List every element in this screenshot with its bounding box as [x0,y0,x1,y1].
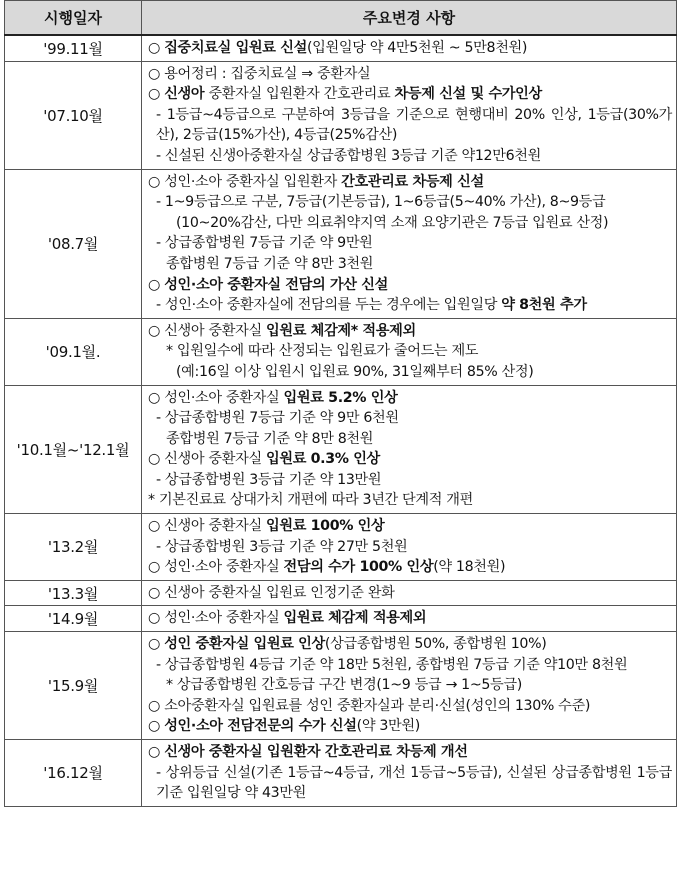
change-text-bold: 약 8천원 추가 [501,297,587,314]
change-text: - 상급종합병원 7등급 기준 약 9만 6천원 [156,410,399,427]
row-date: '15.9월 [5,632,142,740]
row-date: '08.7월 [5,169,142,318]
change-line [148,233,672,254]
row-date: '99.11월 [5,35,142,61]
change-line [148,172,672,193]
change-line [148,537,672,558]
change-line [148,429,672,450]
change-text: - 상급종합병원 7등급 기준 약 9만원 [156,235,373,252]
change-line [148,388,672,409]
change-text: ○ 성인·소아 중환자실 [148,559,284,576]
change-text: (10~20%감산, 다만 의료취약지역 소재 요양기관은 7등급 입원료 산정) [176,214,609,231]
table-row [5,35,677,61]
table-row [5,385,677,514]
table-row [5,606,677,632]
change-text: - 상급종합병원 3등급 기준 약 27만 5천원 [156,538,408,555]
change-line [148,583,672,604]
change-text: * 입원일수에 따라 산정되는 입원료가 줄어드는 제도 [166,343,479,360]
change-text: (상급종합병원 50%, 종합병원 10%) [324,636,547,653]
change-line [148,742,672,763]
change-text: ○ 신생아 중환자실 [148,322,266,339]
change-text: (입원일당 약 4만5천원 ~ 5만8천원) [306,40,528,56]
change-text-bold: 신생아 중환자실 입원환자 간호관리료 차등제 개선 [164,744,468,760]
change-text: - 상위등급 신설(기존 1등급~4등급, 개선 1등급~5등급), 신설된 상급종합병원 1등급 기준 입원일당 약 43만원 [156,764,672,802]
row-changes [142,514,677,581]
header-date: 시행일자 [5,1,142,36]
change-line [148,490,672,511]
table-row [5,318,677,385]
change-text-bold: 성인 중환자실 입원료 인상 [164,636,325,653]
change-line [148,362,672,383]
row-date: '16.12월 [5,740,142,807]
change-text: - 신설된 신생아중환자실 상급종합병원 3등급 기준 약12만6천원 [156,147,541,164]
change-text: (약 3만원) [356,718,420,735]
change-line [148,213,672,234]
change-line [148,408,672,429]
change-text: ○ 성인·소아 중환자실 [148,610,284,627]
row-changes [142,385,677,514]
row-changes [142,169,677,318]
change-text: * 상급종합병원 간호등급 구간 변경(1~9 등급 → 1~5등급) [166,677,522,694]
header-changes: 주요변경 사항 [142,1,677,36]
change-text: - 상급종합병원 3등급 기준 약 13만원 [156,471,382,488]
change-line [148,655,672,676]
change-text-bold: 입원료 체감제 적용제외 [283,610,427,627]
change-text: (예:16일 이상 입원시 입원료 90%, 31일째부터 85% 산정) [176,363,534,380]
change-text: * 기본진료료 상대가치 개편에 따라 3년간 단계적 개편 [148,492,473,509]
change-text: - 1등급~4등급으로 구분하여 3등급을 기준으로 현행대비 20% 인상, 1등급(30%가산), 2등급(15%가산), 4등급(25%감산) [156,106,672,144]
change-line [148,275,672,296]
change-text: ○ [148,40,165,56]
change-text: ○ 성인·소아 중환자실 [148,389,284,406]
change-line [148,696,672,717]
change-text: ○ [148,86,165,103]
change-line [148,608,672,629]
table-body [5,35,677,806]
change-text: ○ [148,276,165,293]
change-text-bold: 신생아 [164,86,205,103]
change-line [148,634,672,655]
change-text-bold: 입원료 100% 인상 [266,518,385,535]
row-changes [142,740,677,807]
row-date: '09.1월. [5,318,142,385]
change-line [148,470,672,491]
change-line [148,64,672,85]
change-text: ○ [148,744,165,760]
change-line [148,146,672,167]
change-text: ○ 신생아 중환자실 [148,518,266,535]
change-line [148,254,672,275]
change-text: ○ 소아중환자실 입원료를 성인 중환자실과 분리·신설(성인의 130% 수준) [148,697,591,714]
change-text-bold: 성인·소아 중환자실 전담의 가산 신설 [164,276,388,293]
change-line [148,716,672,737]
change-text-bold: 차등제 신설 및 수가인상 [394,86,542,103]
row-date: '13.2월 [5,514,142,581]
table-row [5,514,677,581]
row-date: '10.1월~'12.1월 [5,385,142,514]
change-text-bold: 성인·소아 전담전문의 수가 신설 [164,718,357,735]
change-text-bold: 집중치료실 입원료 신설 [164,40,307,56]
change-text: ○ 신생아 중환자실 입원료 인정기준 완화 [148,584,395,601]
row-changes [142,606,677,632]
row-date: '14.9월 [5,606,142,632]
change-line [148,449,672,470]
change-line [148,105,672,146]
row-changes [142,61,677,169]
table-row [5,61,677,169]
change-text: - 성인·소아 중환자실에 전담의를 두는 경우에는 입원일당 [156,297,502,314]
table-row [5,169,677,318]
table-row [5,740,677,807]
change-line [148,763,672,804]
change-text-bold: 전담의 수가 100% 인상 [283,559,434,576]
change-line [148,295,672,316]
table-row [5,580,677,606]
change-text: ○ 용어정리 : 집중치료실 ⇒ 중환자실 [148,65,371,82]
change-line [148,84,672,105]
change-text: 종합병원 7등급 기준 약 8만 3천원 [166,255,374,272]
row-date: '13.3월 [5,580,142,606]
change-text-bold: 간호관리료 차등제 신설 [341,173,484,190]
change-text-bold: 입원료 5.2% 인상 [283,389,398,406]
change-line [148,675,672,696]
header-row [5,1,677,36]
change-history-table [4,0,677,807]
row-changes [142,632,677,740]
row-date: '07.10월 [5,61,142,169]
change-line [148,341,672,362]
change-line [148,192,672,213]
change-line [148,557,672,578]
change-text: ○ 성인·소아 중환자실 입원환자 [148,173,342,190]
change-line [148,321,672,342]
change-text: ○ 신생아 중환자실 [148,451,266,468]
change-text-bold: 입원료 체감제* 적용제외 [266,322,416,339]
row-changes [142,318,677,385]
change-text: 중환자실 입원환자 간호관리료 [204,86,395,103]
row-changes [142,35,677,61]
change-text: - 1~9등급으로 구분, 7등급(기본등급), 1~6등급(5~40% 가산), 8~9등급 [156,194,606,211]
row-changes [142,580,677,606]
change-text-bold: 입원료 0.3% 인상 [266,451,380,468]
change-text: 종합병원 7등급 기준 약 8만 8천원 [166,430,374,447]
change-text: - 상급종합병원 4등급 기준 약 18만 5천원, 종합병원 7등급 기준 약10만 8천원 [156,656,628,673]
change-line [148,38,672,59]
change-text: ○ [148,718,165,735]
change-line [148,516,672,537]
change-text: (약 18천원) [433,559,506,576]
table-row [5,632,677,740]
change-text: ○ [148,636,165,653]
